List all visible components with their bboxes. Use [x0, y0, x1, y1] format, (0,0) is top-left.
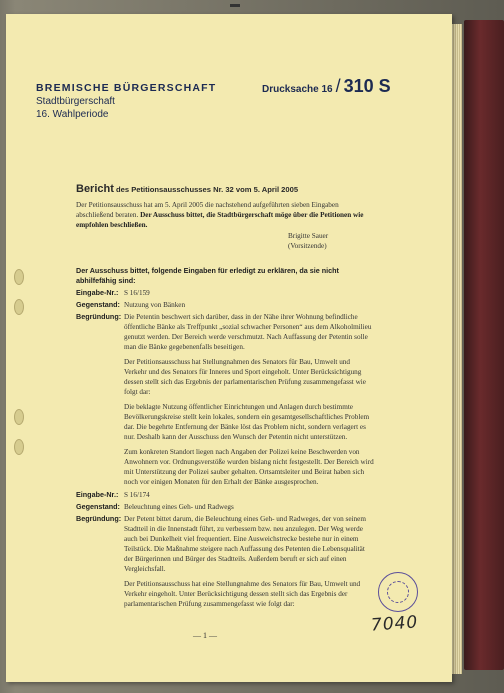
- punch-hole-2: [14, 299, 24, 315]
- paragraph: Der Petitionsausschuss hat eine Stellungnahme des Senators für Bau, Umwelt und Verkehr eingeholt. Unter Berücksichtigung dessen stellt sich das Ergebnis der parlamentarischen Prüfung zusammengefasst wie folgt dar:: [124, 580, 361, 608]
- gegenstand-value: Nutzung von Bänken: [124, 301, 186, 309]
- begruendung-text: [124, 514, 374, 614]
- legislative-period: 16. Wahlperiode: [36, 109, 109, 120]
- parliament-name: BREMISCHE BÜRGERSCHAFT: [36, 82, 217, 94]
- chamber-name: Stadtbürgerschaft: [36, 96, 115, 107]
- drucksache-slash: /: [335, 76, 341, 96]
- signer-name: Brigitte Sauer: [288, 232, 329, 240]
- drucksache-number: 310 S: [343, 76, 391, 96]
- eingabe-label: Eingabe-Nr.:: [76, 288, 119, 297]
- paragraph: Zum konkreten Standort liegen nach Angaben der Polizei keine Beschwerden von Anwohnern vor. Ordnungsverstöße wurden bislang nicht festgestellt. Der Bereich wird mit Unterstützung der Polizei sauber gehalten. Ortsamtsleiter und Beirat haben sich noch vor einigen Monaten für den Erhalt der Bänke ausgesprochen.: [124, 448, 374, 486]
- begruendung-label: Begründung:: [76, 514, 122, 523]
- eingabe-value: S 16/159: [124, 289, 150, 297]
- intro-paragraph: [76, 200, 376, 230]
- report-title: [76, 179, 298, 197]
- page-number: — 1 —: [193, 631, 217, 640]
- handwritten-archive-number: 7040: [370, 612, 419, 636]
- signer-role: (Vorsitzende): [288, 242, 327, 250]
- begruendung-text: [124, 312, 374, 492]
- gegenstand-label: Gegenstand:: [76, 502, 120, 511]
- paragraph: Die beklagte Nutzung öffentlicher Einrichtungen und Anlagen durch bestimmte Bevölkerungskreise stellt kein lokales, sondern ein gesamtgesellschaftliches Problem dar. Die begehrte Entfernung der Bänke löst das Problem nicht, sondern verlagert es nur. Deshalb kann der Ausschuss den Wunsch der Petentin nicht unterstützen.: [124, 403, 370, 441]
- gegenstand-value: Beleuchtung eines Geh- und Radwegs: [124, 503, 234, 511]
- document-page: [6, 14, 452, 682]
- page-stack-edge: [452, 24, 462, 674]
- intro-text: Der Petitionsausschuss hat am 5. April 2005 die nachstehend aufgeführten sieben Eingaben abschließend beraten.: [76, 201, 339, 219]
- punch-hole-3: [14, 409, 24, 425]
- document-number: [262, 76, 391, 97]
- paragraph: Die Petentin beschwert sich darüber, dass in der Nähe ihrer Wohnung befindliche öffentliche Bänke als Treffpunkt „sozial schwacher Personen“ aus dem Alkoholmilieu genutzt werden. Der Bereich werde verschmutzt. Nach Auffassung der Petentin solle man die Bänke gegebenenfalls beseitigen.: [124, 313, 372, 351]
- top-mark: [230, 4, 240, 7]
- paragraph: Der Petent bittet darum, die Beleuchtung eines Geh- und Radweges, der von seinem Stadtteil in die Innenstadt führt, zu verbessern bzw. neu anzulegen. Der Weg werde auch bei Dunkelheit viel frequentiert. Eine Ausweichstrecke bestehe nur in einem Teilstück. Die Maßnahme steigere nach Auffassung des Petenten die Lebensqualität der Bürgerinnen und Bürger des Stadtteils. Außerdem beruft er sich auf einen Vergleichsfall.: [124, 515, 366, 573]
- eingabe-value: S 16/174: [124, 491, 150, 499]
- begruendung-label: Begründung:: [76, 312, 122, 321]
- title-main: Bericht: [76, 183, 114, 195]
- intro-request: Der Ausschuss bittet, die Stadtbürgerschaft möge über die Petitionen wie empfohlen beschließen.: [76, 211, 364, 229]
- binder-spine: [464, 20, 504, 670]
- gegenstand-label: Gegenstand:: [76, 300, 120, 309]
- punch-hole-4: [14, 439, 24, 455]
- recommendation-lead: Der Ausschuss bittet, folgende Eingaben für erledigt zu erklären, da sie nicht abhilfefähig sind:: [76, 266, 339, 285]
- punch-hole-1: [14, 269, 24, 285]
- paragraph: Der Petitionsausschuss hat Stellungnahmen des Senators für Bau, Umwelt und Verkehr und des Senators für Inneres und Sport eingeholt. Unter Berücksichtigung dessen stellt sich das Ergebnis der parlamentarischen Prüfung zusammengefasst wie folgt dar:: [124, 358, 366, 396]
- signature-block: [288, 231, 328, 251]
- title-detail: des Petitionsausschusses Nr. 32 vom 5. April 2005: [113, 185, 299, 194]
- eingabe-label: Eingabe-Nr.:: [76, 490, 119, 499]
- drucksache-label: Drucksache 16: [262, 84, 333, 95]
- archive-stamp: [378, 572, 418, 612]
